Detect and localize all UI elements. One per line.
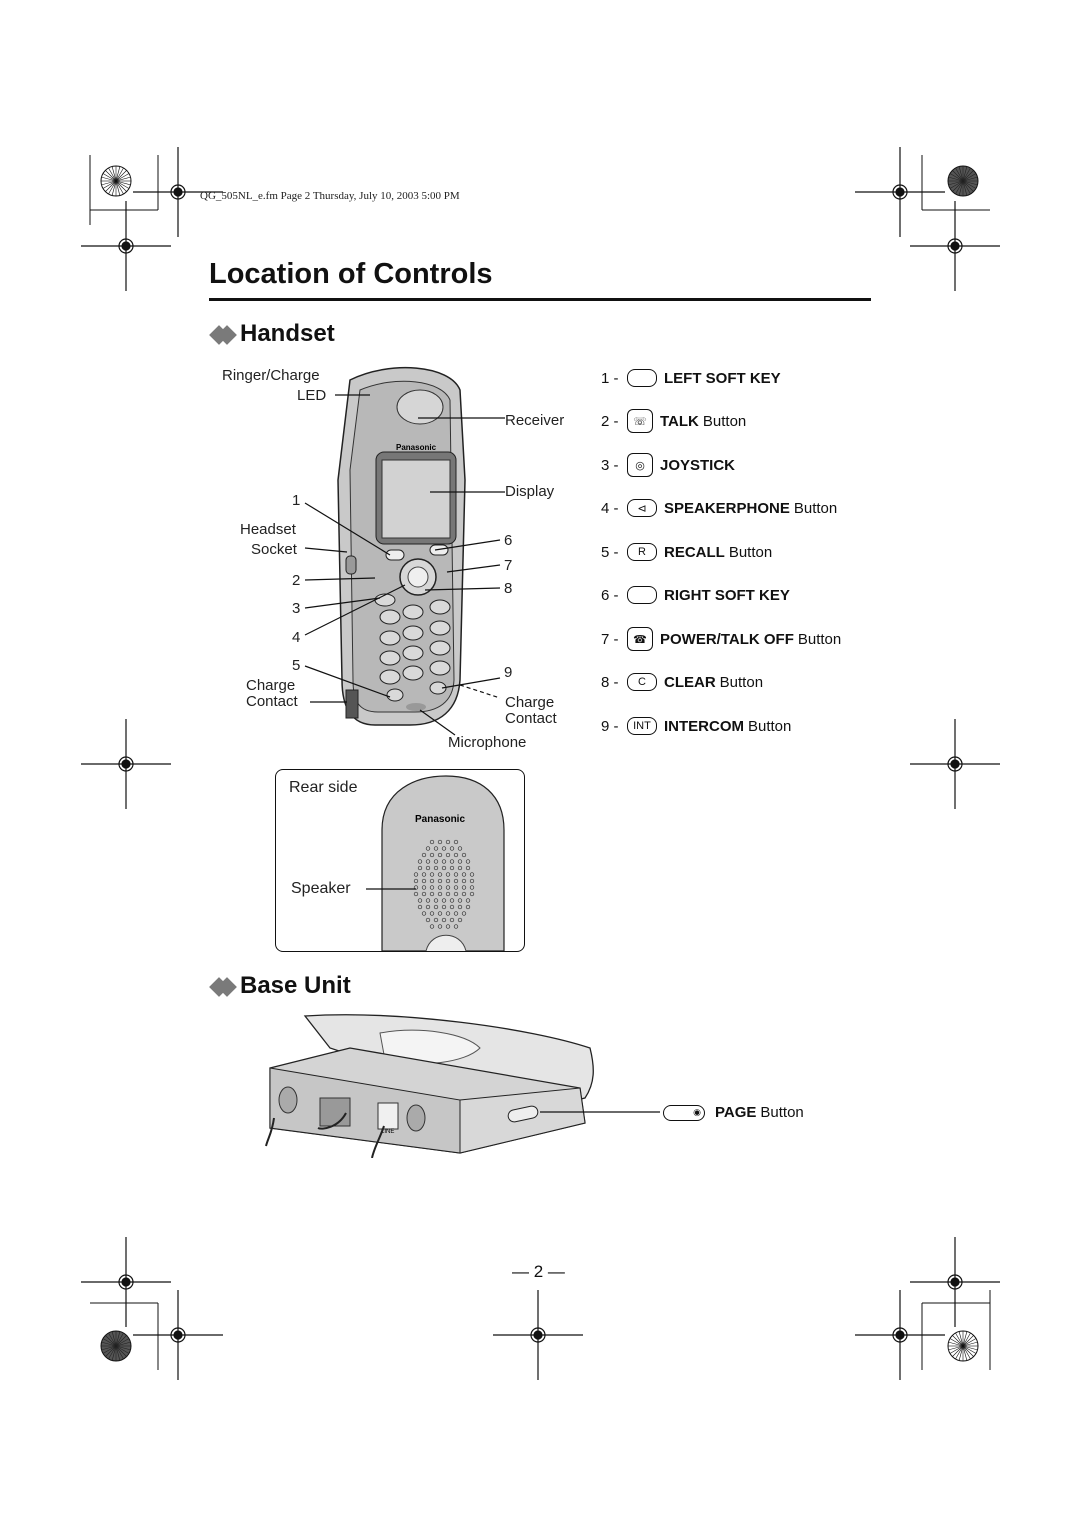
- control-name: LEFT SOFT KEY: [664, 369, 781, 387]
- registration-mark-icon: [855, 147, 945, 237]
- color-bar-sunburst-icon: [101, 166, 131, 196]
- control-row: [601, 367, 785, 389]
- control-name: SPEAKERPHONE: [664, 499, 790, 517]
- rear-side-box: [275, 769, 525, 952]
- control-row: [601, 454, 739, 476]
- control-number: 6 -: [601, 586, 619, 604]
- handset-brand: Panasonic: [396, 443, 437, 452]
- control-suffix: Button: [719, 673, 764, 691]
- ringer-charge-label: Ringer/Charge: [222, 367, 320, 384]
- callout-7: 7: [504, 557, 513, 574]
- title-rule: [209, 298, 871, 301]
- registration-mark-icon: [910, 719, 1000, 809]
- callout-8: 8: [504, 580, 513, 597]
- control-suffix: Button: [702, 412, 747, 430]
- base-unit-illustration: [250, 1008, 670, 1158]
- callout-6: 6: [504, 532, 513, 549]
- control-name: CLEAR: [664, 673, 716, 691]
- headset-label: Headset: [240, 521, 296, 538]
- callout-1: 1: [292, 492, 301, 509]
- section-base-unit-title: Base Unit: [240, 972, 351, 999]
- contact-label-left: Contact: [246, 693, 298, 710]
- charge-label-right: Charge: [505, 694, 555, 711]
- control-row: [601, 410, 746, 432]
- control-number: 3 -: [601, 456, 619, 474]
- section-base-unit: [212, 972, 351, 1000]
- control-name: TALK: [660, 412, 699, 430]
- socket-label: Socket: [251, 541, 297, 558]
- control-row: [601, 584, 794, 606]
- registration-mark-icon: [81, 719, 171, 809]
- charge-label-left: Charge: [246, 677, 296, 694]
- callout-4: 4: [292, 629, 301, 646]
- control-number: 9 -: [601, 717, 619, 735]
- control-number: 7 -: [601, 630, 619, 648]
- control-row: [601, 497, 837, 519]
- display-label: Display: [505, 483, 555, 500]
- page-button-suffix: Button: [760, 1104, 804, 1121]
- rear-brand: Panasonic: [415, 814, 466, 825]
- clear-icon: C: [627, 673, 657, 691]
- contact-label-right: Contact: [505, 710, 557, 727]
- registration-mark-icon: [910, 201, 1000, 291]
- page-title: Location of Controls: [209, 258, 493, 290]
- control-row: [601, 715, 791, 737]
- rear-side-title: Rear side: [289, 779, 358, 796]
- registration-mark-icon: [910, 1237, 1000, 1327]
- receiver-label: Receiver: [505, 412, 565, 429]
- page-number: — 2 —: [512, 1262, 565, 1281]
- color-bar-sunburst-icon: [948, 1331, 978, 1361]
- callout-9: 9: [504, 664, 513, 681]
- control-row: [601, 628, 841, 650]
- control-row: [601, 671, 763, 693]
- page-button-name: PAGE: [715, 1104, 757, 1121]
- control-number: 5 -: [601, 543, 619, 561]
- recall-icon: R: [627, 543, 657, 561]
- control-row: [601, 541, 772, 563]
- rear-handset-illustration: [276, 770, 524, 951]
- line-jack-label: LINE: [381, 1129, 395, 1135]
- control-number: 2 -: [601, 412, 619, 430]
- soft-key-icon: [627, 586, 657, 604]
- registration-mark-icon: [493, 1290, 583, 1380]
- color-bar-sunburst-icon: [948, 166, 978, 196]
- section-handset-title: Handset: [240, 320, 335, 347]
- callout-3: 3: [292, 600, 301, 617]
- callout-2: 2: [292, 572, 301, 589]
- control-name: POWER/TALK OFF: [660, 630, 794, 648]
- section-handset: [212, 320, 335, 348]
- control-suffix: Button: [728, 543, 773, 561]
- page-icon: ◉: [663, 1105, 705, 1121]
- control-name: JOYSTICK: [660, 456, 736, 474]
- control-suffix: Button: [793, 499, 838, 517]
- file-info-line: QG_505NL_e.fm Page 2 Thursday, July 10, 2003 5:00 PM: [200, 190, 460, 202]
- registration-mark-icon: [81, 201, 171, 291]
- control-number: 1 -: [601, 369, 619, 387]
- control-name: INTERCOM: [664, 717, 744, 735]
- soft-key-icon: [627, 369, 657, 387]
- page-button-label: [663, 1104, 804, 1121]
- control-number: 4 -: [601, 499, 619, 517]
- microphone-label: Microphone: [448, 734, 527, 751]
- control-name: RECALL: [664, 543, 725, 561]
- joystick-icon: ◎: [627, 453, 653, 477]
- intercom-icon: INT: [627, 717, 657, 735]
- control-name: RIGHT SOFT KEY: [664, 586, 790, 604]
- speaker-label: Speaker: [291, 880, 351, 897]
- callout-5: 5: [292, 657, 301, 674]
- control-suffix: Button: [748, 717, 792, 735]
- power-talk-off-icon: ☎: [627, 627, 653, 651]
- control-number: 8 -: [601, 673, 619, 691]
- led-label: LED: [297, 387, 327, 404]
- speakerphone-icon: ⊲: [627, 499, 657, 517]
- talk-icon: ☏: [627, 409, 653, 433]
- control-suffix: Button: [797, 630, 842, 648]
- color-bar-sunburst-icon: [101, 1331, 131, 1361]
